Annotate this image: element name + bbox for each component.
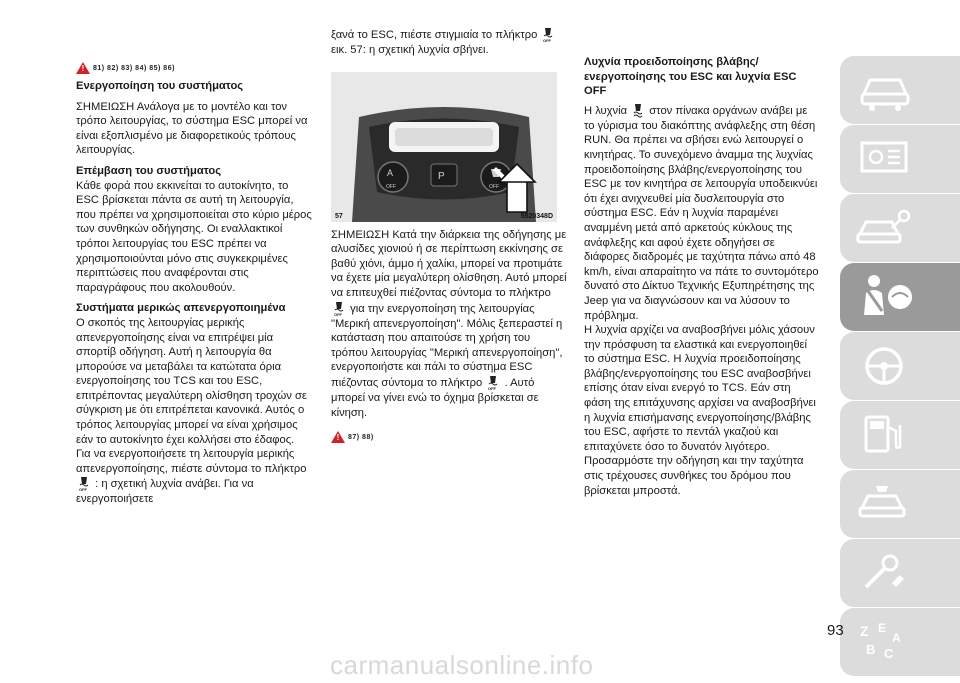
car-with-key-icon (856, 202, 916, 252)
esc-off-icon (333, 301, 345, 317)
tab-dashboard[interactable] (840, 56, 960, 124)
heading-system-activation: Ενεργοποίηση του συστήματος (76, 80, 244, 92)
svg-text:OFF: OFF (543, 38, 552, 43)
figure-console-buttons (331, 72, 557, 222)
note2-text-c: . Αυτό μπορεί να γίνει ενώ το όχημα βρίσκεται σε κίνηση. (331, 376, 539, 419)
svg-text:Z: Z (860, 623, 869, 639)
warning-triangle-icon: ! (76, 62, 90, 74)
svg-text:A: A (387, 167, 394, 178)
paragraph-note-2 (331, 228, 567, 421)
heading-intervention: Επέμβαση του συστήματος (76, 164, 222, 177)
heading-lamp: Λυχνία προειδοποίησης βλάβης/ενεργοποίησης του ESC και λυχνία ESC OFF (584, 56, 797, 98)
svg-text:OFF: OFF (334, 311, 342, 317)
svg-text:OFF: OFF (79, 487, 87, 493)
tab-index[interactable] (840, 608, 960, 676)
tab-warning-lights[interactable] (840, 125, 960, 193)
warning-refs-2: 87) 88) (348, 433, 374, 441)
figure-number: 57 (335, 212, 343, 220)
paragraph-lamp (584, 103, 820, 323)
fig-btn-label-b: OFF (489, 183, 499, 190)
steering-wheel-icon (856, 340, 916, 390)
svg-text:C: C (884, 646, 894, 661)
paragraph-lamp-2: Η λυχνία αρχίζει να αναβοσβήνει μόλις χάσουν την πρόσφυση τα ελαστικά και ενεργοποιηθεί το σύστημα ESC. Η λυχνία προειδοποίησης βλάβης/ενεργοποίησης του ESC αναβοσβήνει επίσης όταν είναι ενεργό το TCS. Εάν στη φάση της επιτάχυνσης αρχίσει να αναβοσβήνει η λυχνία επισήμανσης ενεργοποίησης/βλάβης του ESC, αφήστε το πεντάλ γκαζιού και επιταχύνετε όσο το δυνατόν λιγότερο. Προσαρμόστε την οδήγηση και την ταχύτητα στις τρέχουσες συνθήκες του δρόμου που βρίσκεται μπροστά. (584, 324, 816, 497)
warning-lights-icon (856, 133, 916, 183)
top-text-b: εικ. 57: η σχετική λυχνία σβήνει. (331, 44, 489, 56)
console-illustration (331, 72, 557, 222)
paragraph-top (331, 27, 567, 58)
warning-refs-row (76, 61, 312, 75)
tab-car-key[interactable] (840, 194, 960, 262)
figure-code: 5520348D (520, 212, 553, 220)
fig-btn-label-a: OFF (386, 183, 396, 190)
warning-triangle-icon: ! (331, 431, 345, 443)
esc-off-icon (78, 476, 90, 492)
watermark: carmanualsonline.info (330, 650, 594, 680)
note2-text-b: για την ενεργοποίηση της λειτουργίας "Μερική απενεργοποίηση". Μόλις ξεπεραστεί η κατάσταση που απαιτούσε τη χρήση του τρόπου λειτουργίας "Μερική απενεργοποίηση", ενεργοποιήστε και πάλι το σύστημα ESC πιέζοντας σύντομα το πλήκτρο (331, 302, 563, 389)
tab-driving[interactable] (840, 332, 960, 400)
paragraph-partial-disable: Ο σκοπός της λειτουργίας μερικής απενεργοποίησης είναι να επιτρέψει μία σπορτίβ οδήγηση. Αυτή η λειτουργία θα μπορούσε να μεταβάλει τα κατώτατα όρια ενεργοποίησης του TCS και του ESC, επιτρέποντας μεγαλύτερη ολίσθηση τροχών σε σύγκριση με ότι επιτρέπεται κανονικά. Αυτός ο τρόπος λειτουργίας μπορεί να είναι χρήσιμος εάν το αυτοκίνητο έχει κολλήσει στο έδαφος. (76, 316, 307, 446)
paragraph-activate (76, 447, 312, 507)
seatbelt-airbag-icon (856, 271, 916, 321)
wrench-tools-icon (856, 547, 916, 597)
warning-refs: 81) 82) 83) 84) 85) 86) (93, 64, 175, 72)
activate-text-a: Για να ενεργοποιήσετε τη λειτουργία μερικής απενεργοποίησης, πιέστε σύντομα το πλήκτρο (76, 448, 307, 475)
heading-partial-disable: Συστήματα μερικώς απενεργοποιημένα (76, 302, 286, 315)
alphabet-index-icon (856, 616, 916, 666)
tab-technical-data[interactable] (840, 539, 960, 607)
svg-text:E: E (878, 621, 887, 635)
esc-lamp-icon (632, 103, 644, 119)
svg-text:A: A (892, 631, 901, 645)
esc-off-icon (487, 375, 499, 391)
paragraph-note: ΣΗΜΕΙΩΣΗ Ανάλογα με το μοντέλο και τον τρόπο λειτουργίας, το σύστημα ESC μπορεί να είναι εξοπλισμένο με διαφορετικούς τρόπους λειτουργίας. (76, 100, 308, 157)
lamp-text-a: Η λυχνία (584, 104, 628, 117)
page-number: 93 (827, 622, 844, 639)
tab-safety[interactable] (840, 263, 960, 331)
lamp-text-b: στον πίνακα οργάνων ανάβει με το γύρισμα του διακόπτης ανάφλεξης στη θέση RUN. Θα πρέπει να σβήσει ενώ λειτουργεί ο κινητήρας. Το συνεχόμενο άναμμα της λυχνίας προειδοποίησης βλάβης/ενεργοποίησης του ESC με τον κινητήρα σε λειτουργία υποδεικνύει ότι έχει ανιχνευθεί μία δυσλειτουργία στο σύστημα ESC. Εάν η λυχνία παραμένει αναμμένη μετά από αρκετούς κύκλους της ανάφλεξης και αφού έχετε οδηγήσει σε διάφορες διαδρομές με ταχύτητα πάνω από 48 km/h, είναι απαραίτητο να πάτε το συντομότερο δυνατό στο Δίκτυο Τεχνικής Εξυπηρέτησης της Jeep για να διαγνώσουν και να λύσουν το πρόβλημα. (584, 104, 819, 322)
column-1 (76, 0, 312, 507)
esc-off-icon (542, 27, 554, 43)
car-repair-icon (856, 478, 916, 528)
top-text-a: ξανά το ESC, πιέστε στιγμιαία το πλήκτρο (331, 28, 538, 41)
paragraph-intervention: Κάθε φορά που εκκινείται το αυτοκίνητο, το ESC βρίσκεται πάντα σε αυτή τη λειτουργία, που πρέπει να χρησιμοποιείται στο κύριο μέρος των συνθηκών οδήγησης. Οι εναλλακτικοί τρόποι λειτουργίας του ESC πρέπει να χρησιμοποιούνται μόνο στις συγκεκριμένες περιπτώσεις που αναφέρονται στις παραγράφους που ακολουθούν. (76, 179, 312, 294)
column-2 (331, 0, 567, 444)
warning-refs-row-2 (331, 430, 567, 444)
dashboard-car-icon (856, 64, 916, 114)
svg-text:P: P (438, 170, 445, 182)
tab-maintenance[interactable] (840, 470, 960, 538)
svg-text:OFF: OFF (488, 385, 497, 391)
note2-text-a: ΣΗΜΕΙΩΣΗ Κατά την διάρκεια της οδήγησης με αλυσίδες χιονιού ή σε περίπτωση εκκίνησης σε βαθύ χιόνι, άμμο ή χαλίκι, μπορεί να προτιμάτε να έχετε μία μεγαλύτερη ολίσθηση. Αυτό μπορεί να επιτευχθεί πιέζοντας σύντομα το πλήκτρο (331, 228, 567, 299)
tab-emergency[interactable] (840, 401, 960, 469)
fuel-pump-icon (856, 409, 916, 459)
activate-text-b: : η σχετική λυχνία ανάβει. Για να ενεργοποιήσετε (76, 478, 254, 506)
svg-text:B: B (866, 642, 876, 657)
column-3 (584, 0, 820, 498)
